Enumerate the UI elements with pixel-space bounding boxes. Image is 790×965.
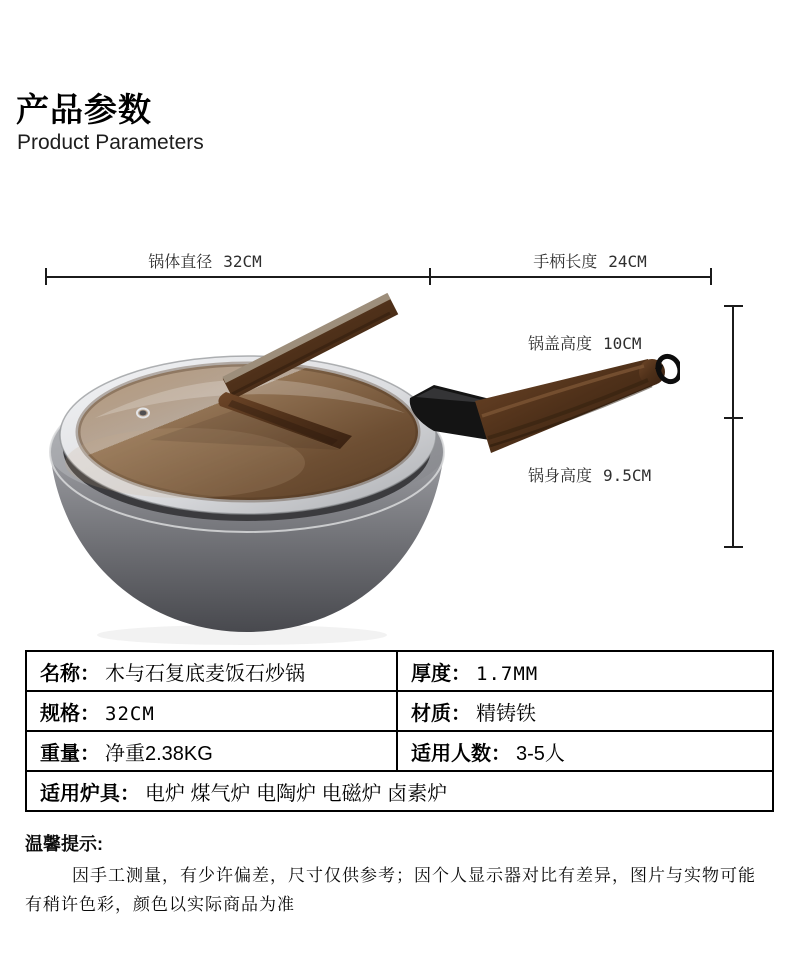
spec-value: 木与石复底麦饭石炒锅 xyxy=(105,662,305,685)
height-measure-line xyxy=(732,305,734,548)
measure-tick-left xyxy=(45,268,47,285)
table-row xyxy=(26,651,773,691)
measure-label-handle-length xyxy=(490,249,690,272)
spec-cell-name xyxy=(26,651,397,691)
tips-title: 温馨提示: xyxy=(25,834,103,854)
measure-tick-top xyxy=(724,305,743,307)
spec-label: 适用人数： xyxy=(411,742,511,765)
page-title: 产品参数 xyxy=(16,91,152,128)
measure-name: 锅体直径 xyxy=(148,254,213,271)
spec-value: 净重2.38KG xyxy=(105,742,213,765)
spec-value: 3-5人 xyxy=(516,742,565,765)
width-measure-line xyxy=(45,276,712,278)
measure-value: 10CM xyxy=(603,334,642,353)
spec-value: 电炉 煤气炉 电陶炉 电磁炉 卤素炉 xyxy=(145,782,448,805)
spec-label: 规格： xyxy=(40,702,100,725)
handle-wood xyxy=(475,359,665,453)
measure-name: 手柄长度 xyxy=(533,254,598,271)
measure-name: 锅身高度 xyxy=(528,468,593,485)
spec-cell-stoves xyxy=(26,771,773,811)
measure-value: 9.5CM xyxy=(603,466,652,485)
spec-cell-serving xyxy=(397,731,773,771)
table-row xyxy=(26,691,773,731)
page-subtitle: Product Parameters xyxy=(17,131,204,154)
measure-tick-middle xyxy=(724,417,743,419)
spec-label: 名称： xyxy=(40,662,100,685)
spec-cell-material xyxy=(397,691,773,731)
spec-cell-weight xyxy=(26,731,397,771)
wok-product-image xyxy=(20,288,680,648)
table-row xyxy=(26,731,773,771)
spec-value: 1.7MM xyxy=(476,662,539,685)
tips-line: 因手工测量，有少许偏差，尺寸仅供参考；因个人显示器对比有差异，图片与实物可能 xyxy=(72,866,756,885)
tips-paragraph xyxy=(25,861,773,919)
tips-line: 有稍许色彩，颜色以实际商品为准 xyxy=(25,895,295,914)
table-row xyxy=(26,771,773,811)
measure-value: 24CM xyxy=(608,252,647,271)
spec-cell-thickness xyxy=(397,651,773,691)
spec-value: 32CM xyxy=(105,702,155,725)
pan-handle xyxy=(410,353,680,453)
spec-value: 精铸铁 xyxy=(476,702,536,725)
spec-cell-size xyxy=(26,691,397,731)
measure-name: 锅盖高度 xyxy=(528,336,593,353)
lid xyxy=(60,296,436,514)
spec-label: 重量： xyxy=(40,742,100,765)
measure-tick-mid xyxy=(429,268,431,285)
measure-label-diameter xyxy=(105,249,305,272)
spec-label: 适用炉具： xyxy=(40,782,140,805)
measure-value: 32CM xyxy=(223,252,262,271)
measure-tick-bottom xyxy=(724,546,743,548)
spec-table xyxy=(25,650,774,812)
measure-tick-right xyxy=(710,268,712,285)
spec-label: 厚度： xyxy=(411,662,471,685)
spec-label: 材质： xyxy=(411,702,471,725)
